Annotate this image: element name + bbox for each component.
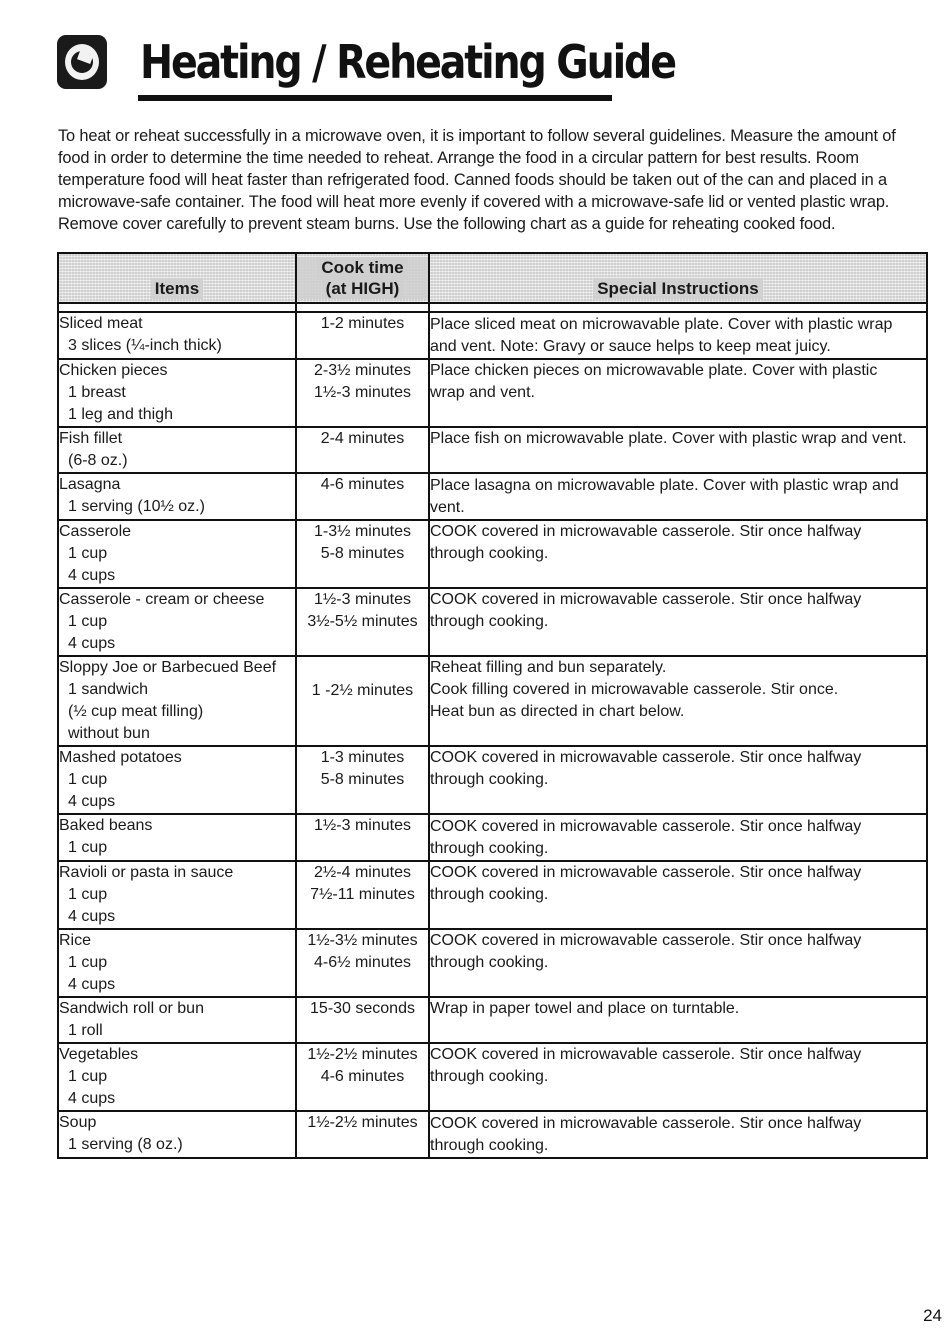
cook-time-cell	[296, 814, 429, 861]
item-subitem: 3 slices (¼-inch thick)	[68, 337, 222, 354]
instruction-line: Heat bun as directed in chart below.	[430, 703, 685, 720]
cook-time-cell	[296, 520, 429, 588]
cook-time-value: 3½-5½ minutes	[307, 613, 418, 630]
special-instructions-cell	[429, 1111, 927, 1158]
item-subitem: 1 cup	[68, 886, 108, 903]
item-name: Casserole	[59, 523, 132, 540]
cook-time-value: 1 -2½ minutes	[311, 682, 414, 699]
item-subitem: (½ cup meat filling)	[68, 703, 204, 720]
microwave-dial-icon	[57, 35, 107, 89]
item-subitem: 1 roll	[68, 1022, 103, 1039]
cook-time-value: 2½-4 minutes	[314, 864, 411, 881]
item-subitem: 1 cup	[68, 613, 108, 630]
title-underline	[138, 95, 612, 101]
item-cell	[58, 861, 296, 929]
item-subitem: without bun	[68, 725, 150, 742]
item-name: Vegetables	[59, 1046, 139, 1063]
item-name: Sandwich roll or bun	[59, 1000, 204, 1017]
instruction-line: and vent. Note: Gravy or sauce helps to keep meat juicy.	[430, 338, 831, 355]
instruction-line: wrap and vent.	[430, 384, 535, 401]
table-row	[58, 746, 927, 814]
instruction-line: through cooking.	[430, 613, 549, 630]
item-cell	[58, 520, 296, 588]
item-cell	[58, 929, 296, 997]
cook-time-value: 1½-3½ minutes	[307, 932, 418, 949]
item-subitem: 4 cups	[68, 1090, 116, 1107]
instruction-line: COOK covered in microwavable casserole. Stir once halfway	[430, 1115, 862, 1132]
instruction-line: through cooking.	[430, 954, 549, 971]
item-subitem: 1 cup	[68, 954, 108, 971]
item-name: Mashed potatoes	[59, 749, 182, 766]
special-instructions-cell	[429, 861, 927, 929]
item-subitem: 1 cup	[68, 839, 108, 856]
instruction-line: Place sliced meat on microwavable plate. Cover with plastic wrap	[430, 316, 893, 333]
table-row	[58, 520, 927, 588]
instruction-line: COOK covered in microwavable casserole. Stir once halfway	[430, 1046, 862, 1063]
cook-time-value: 1½-3 minutes	[314, 817, 411, 834]
cook-time-value: 1½-2½ minutes	[307, 1114, 418, 1131]
instruction-line: Place chicken pieces on microwavable plate. Cover with plastic	[430, 362, 878, 379]
special-instructions-cell	[429, 746, 927, 814]
item-subitem: 1 serving (8 oz.)	[68, 1136, 183, 1153]
instruction-line: Place fish on microwavable plate. Cover with plastic wrap and vent.	[430, 430, 907, 447]
item-subitem: 1 sandwich	[68, 681, 149, 698]
cook-time-cell	[296, 588, 429, 656]
cook-time-value: 1½-3 minutes	[314, 591, 411, 608]
instruction-line: through cooking.	[430, 1137, 549, 1154]
item-cell	[58, 1043, 296, 1111]
item-name: Ravioli or pasta in sauce	[59, 864, 234, 881]
instruction-line: through cooking.	[430, 1068, 549, 1085]
item-name: Sliced meat	[59, 315, 143, 332]
instruction-line: COOK covered in microwavable casserole. Stir once halfway	[430, 864, 862, 881]
instruction-line: COOK covered in microwavable casserole. Stir once halfway	[430, 749, 862, 766]
special-instructions-cell	[429, 427, 927, 473]
item-name: Soup	[59, 1114, 97, 1131]
table-row	[58, 929, 927, 997]
instruction-line: COOK covered in microwavable casserole. Stir once halfway	[430, 591, 862, 608]
page-number: 24	[923, 1306, 942, 1325]
item-subitem: 4 cups	[68, 567, 116, 584]
table-row	[58, 312, 927, 359]
special-instructions-cell	[429, 588, 927, 656]
item-subitem: 4 cups	[68, 635, 116, 652]
instruction-line: Place lasagna on microwavable plate. Cover with plastic wrap and	[430, 477, 899, 494]
cook-time-value: 1-3½ minutes	[314, 523, 411, 540]
instruction-line: through cooking.	[430, 545, 549, 562]
item-subitem: 4 cups	[68, 908, 116, 925]
item-subitem: 1 cup	[68, 1068, 108, 1085]
cook-time-cell	[296, 656, 429, 746]
item-subitem: 1 leg and thigh	[68, 406, 173, 423]
table-row	[58, 359, 927, 427]
item-subitem: (6-8 oz.)	[68, 452, 128, 469]
special-instructions-cell	[429, 520, 927, 588]
instruction-line: through cooking.	[430, 840, 549, 857]
item-cell	[58, 814, 296, 861]
column-header-special-instructions: Special Instructions	[429, 253, 927, 303]
cook-time-value: 5-8 minutes	[320, 771, 405, 788]
page-title: Heating / Reheating Guide	[140, 35, 675, 89]
item-cell	[58, 473, 296, 520]
special-instructions-cell	[429, 473, 927, 520]
cook-time-value: 4-6 minutes	[320, 1068, 405, 1085]
table-header-row	[58, 253, 927, 303]
instruction-line: COOK covered in microwavable casserole. Stir once halfway	[430, 523, 862, 540]
cook-time-value: 1-2 minutes	[320, 315, 405, 332]
cook-time-cell	[296, 359, 429, 427]
cook-time-cell	[296, 997, 429, 1043]
instruction-line: vent.	[430, 499, 465, 516]
item-cell	[58, 997, 296, 1043]
cook-time-value: 4-6½ minutes	[314, 954, 411, 971]
table-row	[58, 427, 927, 473]
cook-time-cell	[296, 1111, 429, 1158]
item-cell	[58, 656, 296, 746]
item-cell	[58, 1111, 296, 1158]
cook-time-value: 7½-11 minutes	[310, 886, 415, 903]
item-subitem: 1 cup	[68, 545, 108, 562]
table-row	[58, 656, 927, 746]
item-name: Sloppy Joe or Barbecued Beef	[59, 659, 277, 676]
cook-time-value: 1½-3 minutes	[314, 384, 411, 401]
intro-paragraph: To heat or reheat successfully in a microwave oven, it is important to follow several guidelines. Measure the amount of food in order to determine the time needed to reheat. Arrange the food in a circular pattern for best results. Room temperature food will heat faster than refrigerated food. Canned foods should be taken out of the can and placed in a microwave-safe container. The food will heat more evenly if covered with a microwave-safe lid or vented plastic wrap. Remove cover carefully to prevent steam burns. Use the following chart as a guide for reheating cooked food.	[58, 127, 896, 234]
special-instructions-cell	[429, 929, 927, 997]
instruction-line: COOK covered in microwavable casserole. Stir once halfway	[430, 818, 862, 835]
instruction-line: Wrap in paper towel and place on turntable.	[430, 1000, 740, 1017]
cook-time-cell	[296, 312, 429, 359]
cook-time-cell	[296, 746, 429, 814]
item-name: Chicken pieces	[59, 362, 168, 379]
cook-time-cell	[296, 929, 429, 997]
cook-time-cell	[296, 861, 429, 929]
table-row	[58, 814, 927, 861]
item-subitem: 4 cups	[68, 793, 116, 810]
item-cell	[58, 359, 296, 427]
item-cell	[58, 588, 296, 656]
item-cell	[58, 427, 296, 473]
reheating-guide-table	[57, 252, 928, 1159]
column-header-items: Items	[58, 253, 296, 303]
special-instructions-cell	[429, 359, 927, 427]
item-subitem: 1 serving (10½ oz.)	[68, 498, 205, 515]
item-subitem: 1 breast	[68, 384, 126, 401]
table-row	[58, 473, 927, 520]
special-instructions-cell	[429, 814, 927, 861]
special-instructions-cell	[429, 312, 927, 359]
cook-time-value: 2-4 minutes	[320, 430, 405, 447]
cook-time-value: 1-3 minutes	[320, 749, 405, 766]
instruction-line: through cooking.	[430, 771, 549, 788]
item-subitem: 4 cups	[68, 976, 116, 993]
cook-time-value: 1½-2½ minutes	[307, 1046, 418, 1063]
cook-time-value: 4-6 minutes	[320, 476, 405, 493]
item-subitem: 1 cup	[68, 771, 108, 788]
instruction-line: Cook filling covered in microwavable casserole. Stir once.	[430, 681, 839, 698]
table-row	[58, 588, 927, 656]
item-name: Baked beans	[59, 817, 153, 834]
column-header-cook-time: Cook time(at HIGH)	[296, 253, 429, 303]
table-body	[58, 303, 927, 1158]
cook-time-cell	[296, 473, 429, 520]
item-cell	[58, 746, 296, 814]
table-row	[58, 1043, 927, 1111]
instruction-line: through cooking.	[430, 886, 549, 903]
cook-time-value: 5-8 minutes	[320, 545, 405, 562]
cook-time-value: 15-30 seconds	[310, 1000, 415, 1017]
item-name: Lasagna	[59, 476, 121, 493]
instruction-line: COOK covered in microwavable casserole. Stir once halfway	[430, 932, 862, 949]
table-row	[58, 861, 927, 929]
table-row	[58, 1111, 927, 1158]
header-spacer-row	[58, 303, 927, 312]
instruction-line: Reheat filling and bun separately.	[430, 659, 667, 676]
special-instructions-cell	[429, 656, 927, 746]
item-name: Rice	[59, 932, 92, 949]
cook-time-cell	[296, 427, 429, 473]
item-name: Fish fillet	[59, 430, 123, 447]
cook-time-cell	[296, 1043, 429, 1111]
special-instructions-cell	[429, 997, 927, 1043]
special-instructions-cell	[429, 1043, 927, 1111]
item-cell	[58, 312, 296, 359]
table-row	[58, 997, 927, 1043]
item-name: Casserole - cream or cheese	[59, 591, 265, 608]
cook-time-value: 2-3½ minutes	[314, 362, 411, 379]
